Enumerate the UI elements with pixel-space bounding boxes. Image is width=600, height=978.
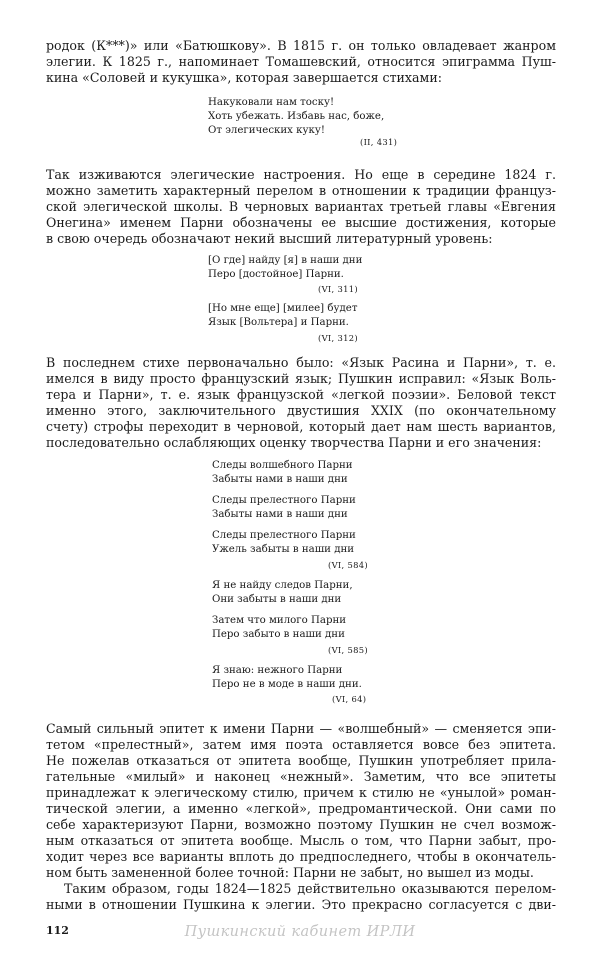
citation-ref: (VI, 585)	[328, 645, 368, 655]
variant-3	[212, 529, 356, 557]
text-line: тера и Парни», т. е. язык французской «легкой поэзии». Беловой текст	[46, 387, 556, 402]
text-line: Таким образом, годы 1824—1825 действительно оказываются перелом-	[64, 881, 556, 896]
verse-line: Ужель забыты в наши дни	[212, 544, 355, 555]
verse-line: Я не найду следов Парни,	[212, 580, 353, 591]
verse-line: Они забыты в наши дни	[212, 594, 342, 605]
variant-1	[212, 459, 353, 487]
citation-ref: (VI, 584)	[328, 560, 368, 570]
verse-line: [О где] найду [я] в наши дни	[208, 255, 363, 266]
verse-line: [Но мне еще] [милее] будет	[208, 303, 358, 314]
variant-6	[212, 664, 362, 692]
paragraph-5	[46, 881, 556, 913]
text-line: гательные «милый» и наконец «нежный». Заметим, что все эпитеты	[46, 769, 556, 784]
text-line: ской элегической школы. В черновых вариантах третьей главы «Евгения	[46, 199, 556, 214]
text-line: счету) строфы переходит в черновой, который дает нам шесть вариантов,	[46, 419, 556, 434]
verse-line: Забыты нами в наши дни	[212, 474, 348, 485]
verse-line: Затем что милого Парни	[212, 615, 347, 626]
text-line: тической элегии, а именно «легкой», предромантической. Они сами по	[46, 801, 556, 816]
text-line: Так изживаются элегические настроения. Но еще в середине 1824 г.	[46, 167, 556, 182]
verse-quote-draft-b	[208, 302, 357, 330]
verse-line: Язык [Вольтера] и Парни.	[208, 317, 349, 328]
paragraph-2	[46, 167, 556, 247]
verse-line: Перо не в моде в наши дни.	[212, 679, 362, 690]
text-line: себе характеризуют Парни, возможно поэтому Пушкин не счел возмож-	[46, 817, 556, 832]
text-line: В последнем стихе первоначально было: «Язык Расина и Парни», т. е.	[46, 355, 556, 370]
text-line: Не пожелав отказаться от эпитета вообще, Пушкин употребляет прила-	[46, 753, 556, 768]
text-line: последовательно ослабляющих оценку творчества Парни и его значения:	[46, 435, 542, 450]
citation-ref: (VI, 311)	[318, 284, 358, 294]
variant-2	[212, 494, 356, 522]
verse-line: Перо [достойное] Парни.	[208, 269, 344, 280]
verse-quote-epigram	[208, 96, 384, 138]
verse-line: Хоть убежать. Избавь нас, боже,	[208, 111, 385, 122]
verse-line: Следы прелестного Парни	[212, 495, 356, 506]
verse-line: Я знаю: нежного Парни	[212, 665, 343, 676]
verse-line: Забыты нами в наши дни	[212, 509, 348, 520]
text-line: Самый сильный эпитет к имени Парни — «волшебный» — сменяется эпи-	[46, 721, 556, 736]
text-line: родок (К***)» или «Батюшкову». В 1815 г. он только овладевает жанром	[46, 38, 556, 53]
citation-ref: (VI, 312)	[318, 333, 358, 343]
text-line: в свою очередь обозначают некий высший литературный уровень:	[46, 231, 493, 246]
watermark-text: Пушкинский кабинет ИРЛИ	[184, 924, 416, 940]
variant-5	[212, 614, 346, 642]
text-line: ным отказаться от эпитета вообще. Мысль о том, что Парни забыт, про-	[46, 833, 556, 848]
text-line: можно заметить характерный перелом в отношении к традиции француз-	[46, 183, 556, 198]
text-line: кина «Соловей и кукушка», которая завершается стихами:	[46, 70, 442, 85]
page-number: 112	[46, 924, 69, 937]
text-line: ходит через все варианты вплоть до предпоследнего, чтобы в окончатель-	[46, 849, 556, 864]
paragraph-top	[46, 38, 556, 86]
verse-line: Следы прелестного Парни	[212, 530, 356, 541]
verse-line: Перо забыто в наши дни	[212, 629, 345, 640]
text-line: именно этого, заключительного двустишия XXIX (по окончательному	[46, 403, 556, 418]
citation-ref: (II, 431)	[360, 137, 398, 147]
paragraph-3	[46, 355, 556, 451]
verse-quote-draft-a	[208, 254, 362, 282]
citation-ref: (VI, 64)	[332, 694, 367, 704]
text-line: ными в отношении Пушкина к элегии. Это прекрасно согласуется с дви-	[46, 897, 556, 912]
text-line: элегии. К 1825 г., напоминает Томашевский, относится эпиграмма Пуш-	[46, 54, 556, 69]
text-line: имелся в виду просто французский язык; Пушкин исправил: «Язык Воль-	[46, 371, 556, 386]
verse-line: От элегических куку!	[208, 125, 325, 136]
text-line: тетом «прелестный», затем имя поэта оставляется вовсе без эпитета.	[46, 737, 556, 752]
text-line: принадлежат к элегическому стилю, причем к стилю не «унылой» роман-	[46, 785, 556, 800]
paragraph-4	[46, 721, 556, 881]
text-line: ном быть замененной более точной: Парни не забыт, но вышел из моды.	[46, 865, 534, 880]
text-line: Онегина» именем Парни обозначены ее высшие достижения, которые	[46, 215, 556, 230]
verse-line: Следы волшебного Парни	[212, 460, 353, 471]
variant-4	[212, 579, 353, 607]
verse-line: Накуковали нам тоску!	[208, 97, 335, 108]
